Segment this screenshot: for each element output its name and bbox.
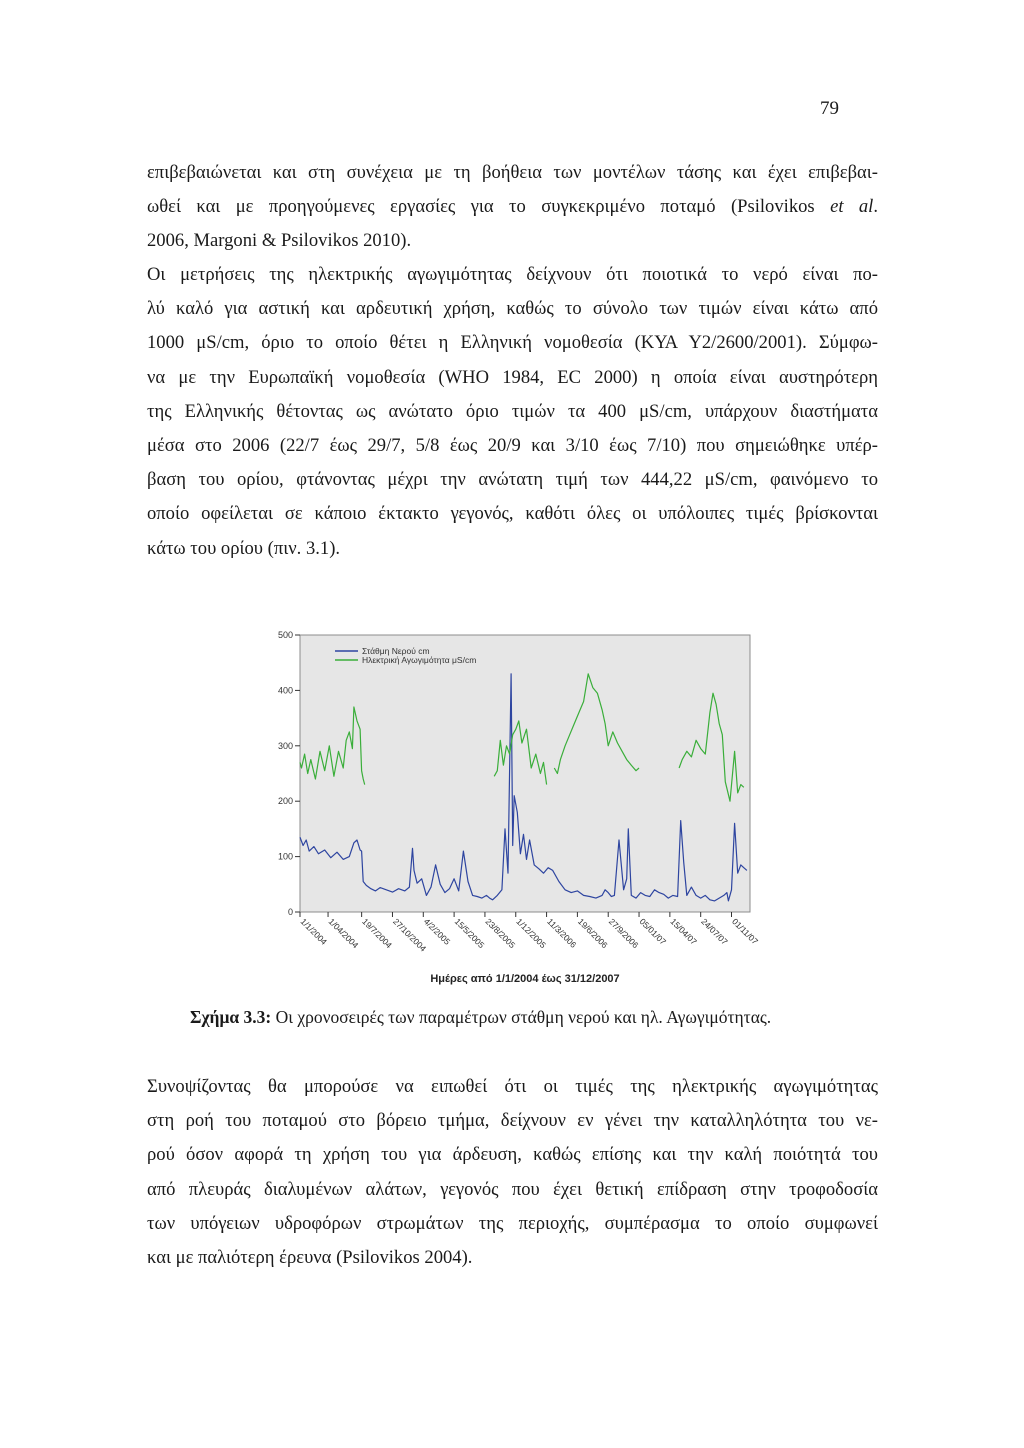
caption-label: Σχήμα 3.3: bbox=[190, 1007, 272, 1027]
x-tick-label: 27/9/2006 bbox=[606, 916, 641, 951]
x-tick-label: 1/04/2004 bbox=[326, 916, 361, 951]
page-number: 79 bbox=[820, 98, 839, 119]
text-line: στη ροή του ποταμού στο βόρειο τμήμα, δείχνουν εν γένει την καταλληλότητα του νε- bbox=[147, 1110, 878, 1132]
text-fragment: ωθεί και με προηγούμενες εργασίες για το συγκεκριμένο ποταμό (Psilovikos bbox=[147, 196, 831, 218]
text-fragment: . bbox=[873, 196, 879, 218]
x-tick-label: 15/5/2005 bbox=[452, 916, 487, 951]
text-line: βαση του ορίου, φτάνοντας μέχρι την ανώτατη τιμή των 444,22 μS/cm, φαινόμενο το bbox=[147, 469, 878, 491]
y-tick-label: 400 bbox=[277, 685, 293, 696]
text-line: επιβεβαιώνεται και στη συνέχεια με τη βοήθεια των μοντέλων τάσης και έχει επιβεβαι- bbox=[147, 162, 878, 183]
y-tick-label: 0 bbox=[287, 907, 293, 917]
text-line: και με παλιότερη έρευνα (Psilovikos 2004). bbox=[147, 1247, 473, 1269]
x-tick-label: 27/10/2004 bbox=[391, 916, 429, 954]
text-line: των υπόγειων υδροφόρων στρωμάτων της περιοχής, συμπέρασμα το οποίο συμφωνεί bbox=[147, 1212, 878, 1234]
x-tick-label: 11/3/2006 bbox=[545, 916, 579, 950]
x-tick-label: 19/6/2006 bbox=[575, 916, 610, 951]
y-tick-label: 100 bbox=[277, 851, 293, 862]
x-tick-label: 23/8/2005 bbox=[483, 916, 518, 951]
figure-timeseries-chart bbox=[255, 620, 765, 990]
citation-italic: et al bbox=[830, 196, 874, 218]
legend-label: Ηλεκτρική Αγωγιμότητα μS/cm bbox=[362, 655, 477, 665]
text-line: κάτω του ορίου (πιν. 3.1). bbox=[147, 537, 341, 559]
text-line: Οι μετρήσεις της ηλεκτρικής αγωγιμότητας δείχνουν ότι ποιοτικά το νερό είναι πο- bbox=[147, 264, 878, 285]
text-line: να με την Ευρωπαϊκή νομοθεσία (WHO 1984, EC 2000) η οποία είναι αυστηρότερη bbox=[147, 366, 878, 388]
text-line: της Ελληνικής θέτοντας ως ανώτατο όριο τιμών τα 400 μS/cm, υπάρχουν διαστήματα bbox=[147, 400, 878, 422]
text-line bbox=[147, 190, 878, 224]
x-tick-label: 4/2/2005 bbox=[421, 916, 453, 947]
paragraph-2 bbox=[147, 258, 878, 566]
text-line: Συνοψίζοντας θα μπορούσε να ειπωθεί ότι οι τιμές της ηλεκτρικής αγωγιμότητας bbox=[147, 1076, 878, 1097]
text-line: οποίο οφείλεται σε κάποιο έκτακτο γεγονός, καθότι όλες οι υπόλοιπες τιμές βρίσκονται bbox=[147, 503, 878, 525]
text-line: λύ καλό για αστική και αρδευτική χρήση, καθώς το σύνολο των τιμών είναι κάτω από bbox=[147, 298, 878, 320]
text-line: μέσα στο 2006 (22/7 έως 29/7, 5/8 έως 20/9 και 3/10 έως 7/10) που σημειώθηκε υπέρ- bbox=[147, 435, 878, 457]
x-tick-label: 19/7/2004 bbox=[360, 916, 395, 951]
paragraph-1 bbox=[147, 156, 878, 259]
x-axis-title: Ημέρες από 1/1/2004 έως 31/12/2007 bbox=[430, 973, 620, 985]
x-tick-label: 05/01/07 bbox=[637, 916, 669, 947]
text-line: 1000 μS/cm, όριο το οποίο θέτει η Ελληνική νομοθεσία (ΚΥΑ Υ2/2600/2001). Σύμφω- bbox=[147, 332, 878, 354]
figure-caption bbox=[190, 1007, 840, 1028]
x-tick-label: 01/11/07 bbox=[730, 916, 761, 947]
plot-area bbox=[300, 635, 750, 912]
x-tick-label: 15/04/07 bbox=[668, 916, 699, 947]
y-tick-label: 300 bbox=[277, 740, 293, 751]
y-tick-label: 500 bbox=[277, 630, 293, 640]
x-tick-label: 1/1/2004 bbox=[298, 916, 330, 947]
x-tick-label: 1/12/2005 bbox=[514, 916, 549, 951]
text-line: ρού όσον αφορά τη χρήση του για άρδευση, καθώς επίσης και την καλή ποιότητά του bbox=[147, 1144, 878, 1166]
chart-svg bbox=[255, 620, 765, 990]
y-tick-label: 200 bbox=[277, 796, 293, 807]
legend-label: Στάθμη Νερού cm bbox=[362, 646, 430, 656]
x-tick-label: 24/07/07 bbox=[699, 916, 730, 947]
text-line: 2006, Margoni & Psilovikos 2010). bbox=[147, 230, 412, 252]
paragraph-3 bbox=[147, 1070, 878, 1275]
caption-text: Οι χρονοσειρές των παραμέτρων στάθμη νερού και ηλ. Αγωγιμότητας. bbox=[271, 1007, 772, 1027]
text-line: από πλευράς διαλυμένων αλάτων, γεγονός που έχει θετική επίδραση στην τροφοδοσία bbox=[147, 1178, 878, 1200]
